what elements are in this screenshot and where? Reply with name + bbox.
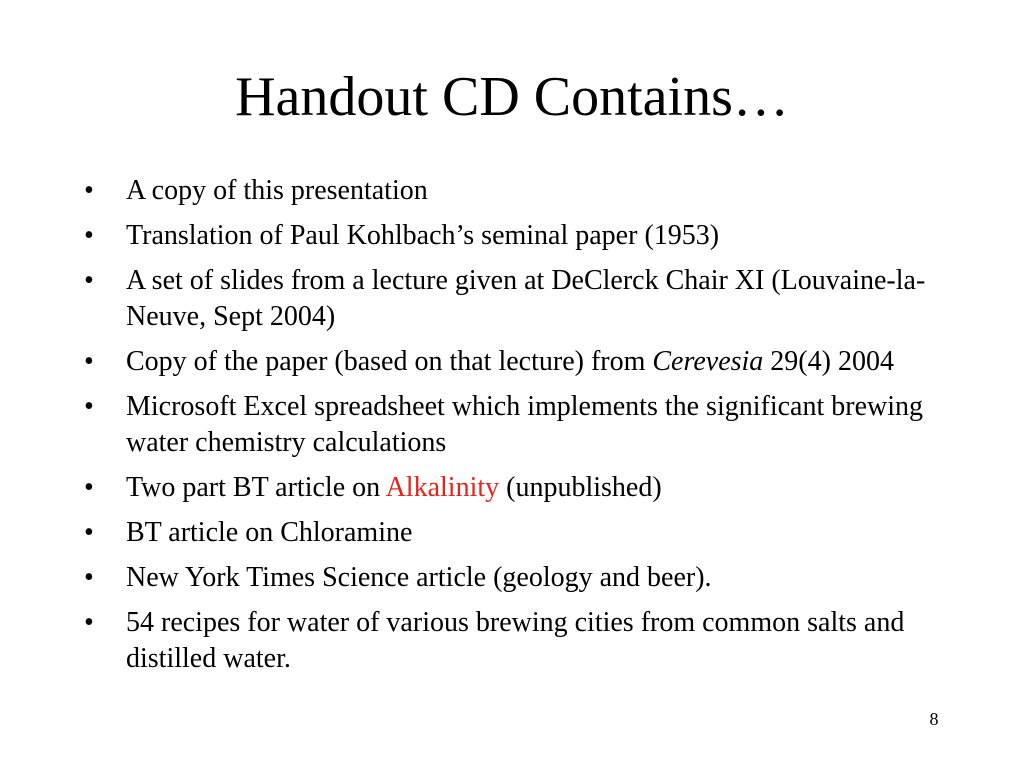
journal-name-italic: Cerevesia [652,346,764,377]
bullet-text: Microsoft Excel spreadsheet which implements the significant brewing water chemistry calculations [126,391,924,458]
bullet-text: A set of slides from a lecture given at DeClerck Chair XI (Louvaine-la-Neuve, Sept 2004) [126,265,926,332]
bullet-item [84,389,934,461]
bullet-item [84,218,934,254]
bullet-item [84,515,934,551]
bullet-text [126,346,894,377]
slide-title: Handout CD Contains… [235,66,789,128]
bullet-item [84,560,934,596]
bullet-list [84,173,934,686]
bullet-item [84,605,934,677]
bullet-marker: • [84,562,94,593]
bullet-text [126,472,662,503]
bullet-marker: • [84,472,94,503]
bullet-marker: • [84,517,94,548]
bullet-marker: • [84,265,94,296]
page-number: 8 [929,709,939,729]
alkalinity-highlight: Alkalinity [385,472,500,503]
bullet-text: A copy of this presentation [126,175,428,206]
bullet-marker: • [84,175,94,206]
bullet-text: Translation of Paul Kohlbach’s seminal paper (1953) [126,220,720,251]
bullet-text-before: Two part BT article on [126,472,386,503]
bullet-item [84,470,934,506]
bullet-text-after: (unpublished) [499,472,662,503]
bullet-item [84,173,934,209]
bullet-text: New York Times Science article (geology and beer). [126,562,712,593]
bullet-text: BT article on Chloramine [126,517,413,548]
bullet-text: 54 recipes for water of various brewing cities from common salts and distilled water. [126,607,905,674]
bullet-marker: • [84,346,94,377]
bullet-marker: • [84,607,94,638]
bullet-marker: • [84,391,94,422]
bullet-text-before: Copy of the paper (based on that lecture) from [126,346,653,377]
bullet-text-after: 29(4) 2004 [763,346,894,377]
bullet-item [84,344,934,380]
bullet-marker: • [84,220,94,251]
bullet-item [84,263,934,335]
